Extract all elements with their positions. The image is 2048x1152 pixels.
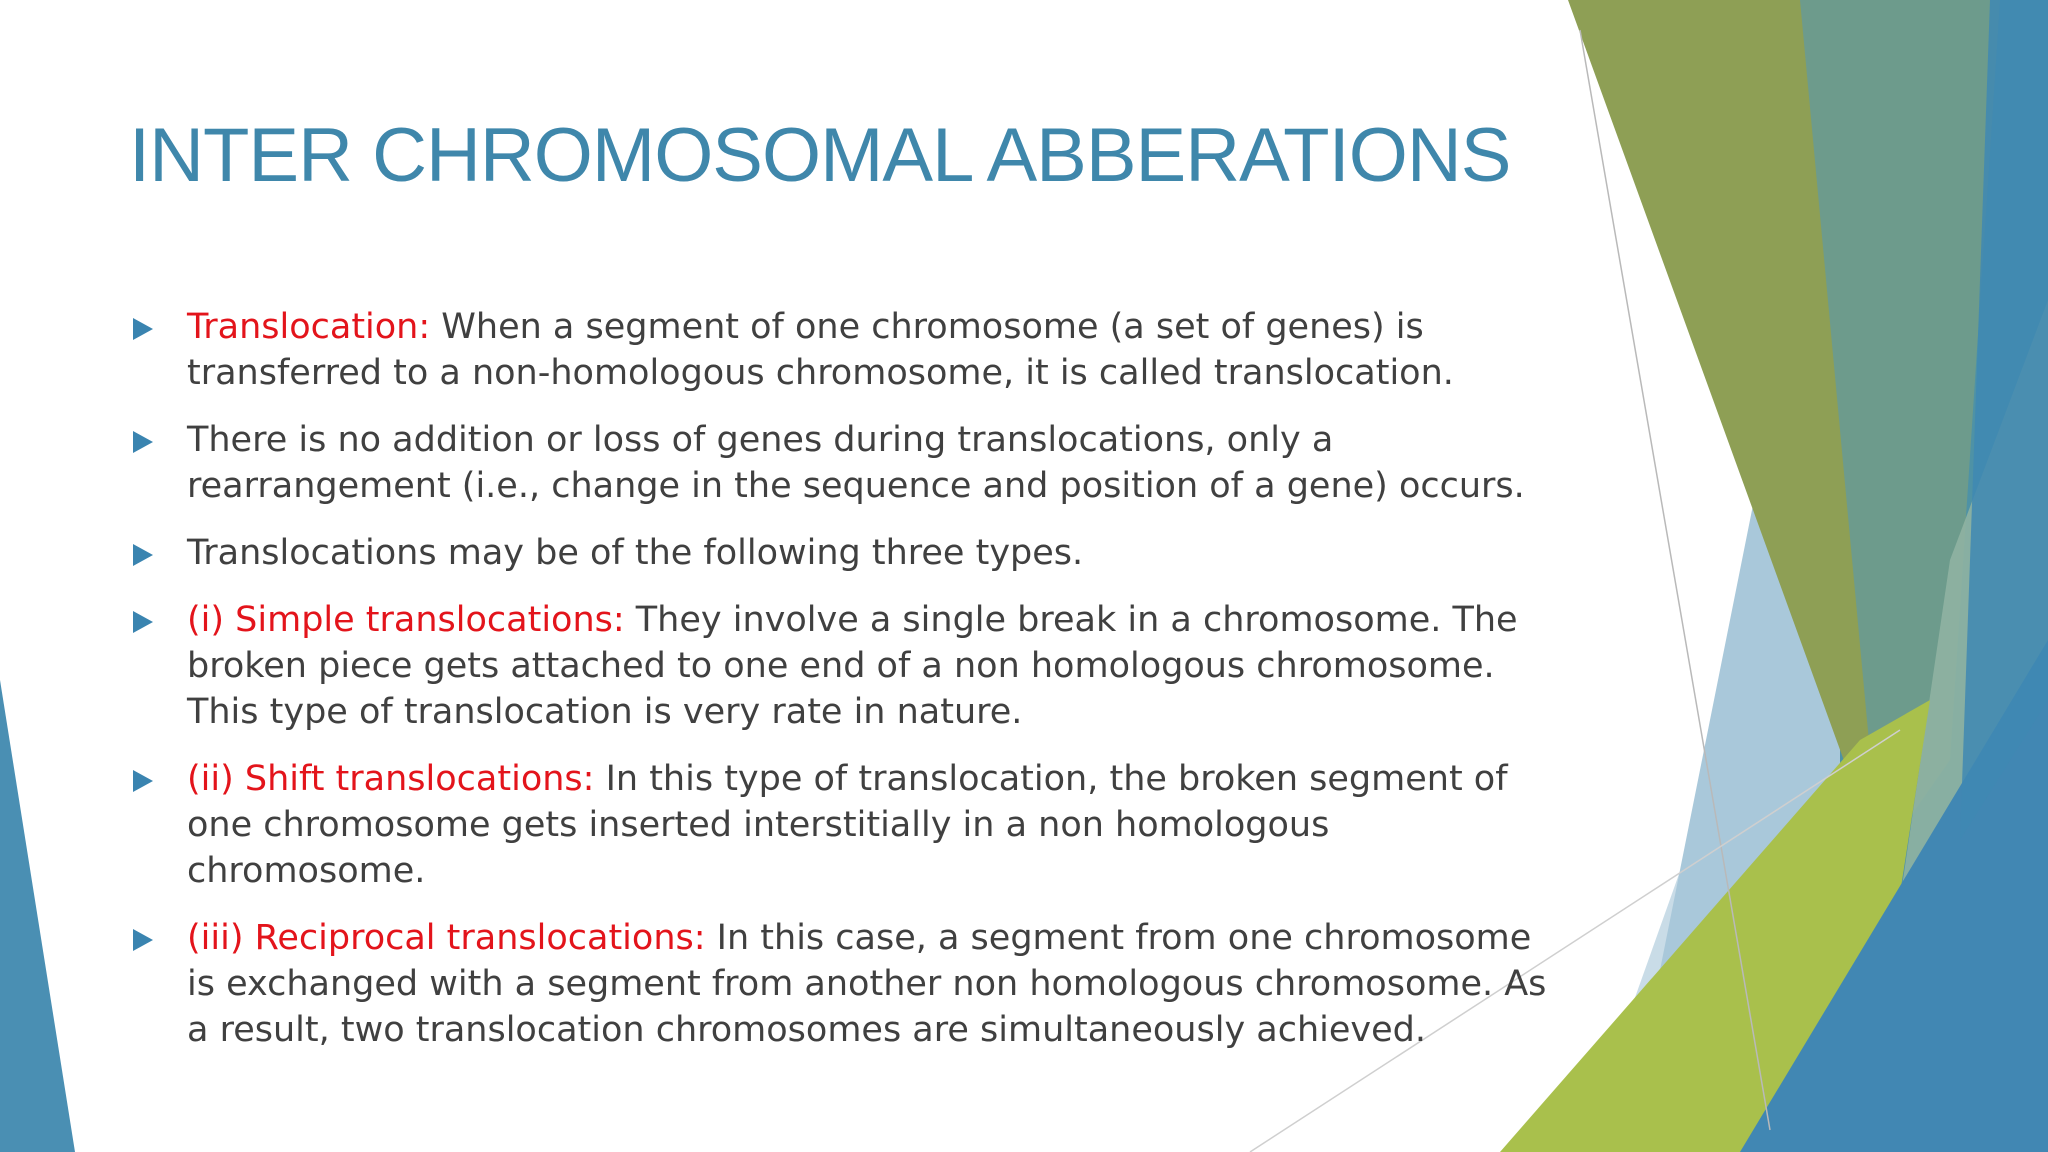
bullet-text: In this case, a segment from one chromosome is exchanged with a segment from another non homologous chromosome. As a result, two translocation chromosomes are simultaneously achieved. — [187, 918, 1547, 1050]
bullet-highlight: (iii) Reciprocal translocations: — [187, 918, 706, 958]
triangle-bullet-icon — [133, 544, 153, 566]
left-blue-wedge — [0, 680, 75, 1152]
bullet-item — [130, 756, 1560, 894]
bullet-text: In this type of translocation, the broken segment of one chromosome gets inserted interstitially in a non homologous chromosome. — [187, 759, 1508, 891]
bullet-highlight: (i) Simple translocations: — [187, 600, 625, 640]
bullet-item — [130, 417, 1560, 509]
triangle-bullet-icon — [133, 770, 153, 792]
triangle-bullet-icon — [133, 929, 153, 951]
bullet-text: Translocations may be of the following three types. — [187, 533, 1084, 573]
bullet-item — [130, 915, 1560, 1053]
bullet-list — [130, 304, 1560, 1074]
bullet-highlight: (ii) Shift translocations: — [187, 759, 595, 799]
bullet-item — [130, 304, 1560, 396]
triangle-bullet-icon — [133, 431, 153, 453]
bullet-item — [130, 530, 1560, 576]
bullet-highlight: Translocation: — [187, 307, 431, 347]
bullet-text: They involve a single break in a chromosome. The broken piece gets attached to one end of a non homologous chromosome. This type of translocation is very rate in nature. — [187, 600, 1518, 732]
bullet-item — [130, 597, 1560, 735]
triangle-bullet-icon — [133, 318, 153, 340]
bullet-text: When a segment of one chromosome (a set of genes) is transferred to a non-homologous chromosome, it is called translocation. — [187, 307, 1454, 393]
bullet-text: There is no addition or loss of genes during translocations, only a rearrangement (i.e., change in the sequence and position of a gene) occurs. — [187, 420, 1525, 506]
slide-title: INTER CHROMOSOMAL ABBERATIONS — [129, 113, 1511, 198]
triangle-bullet-icon — [133, 611, 153, 633]
